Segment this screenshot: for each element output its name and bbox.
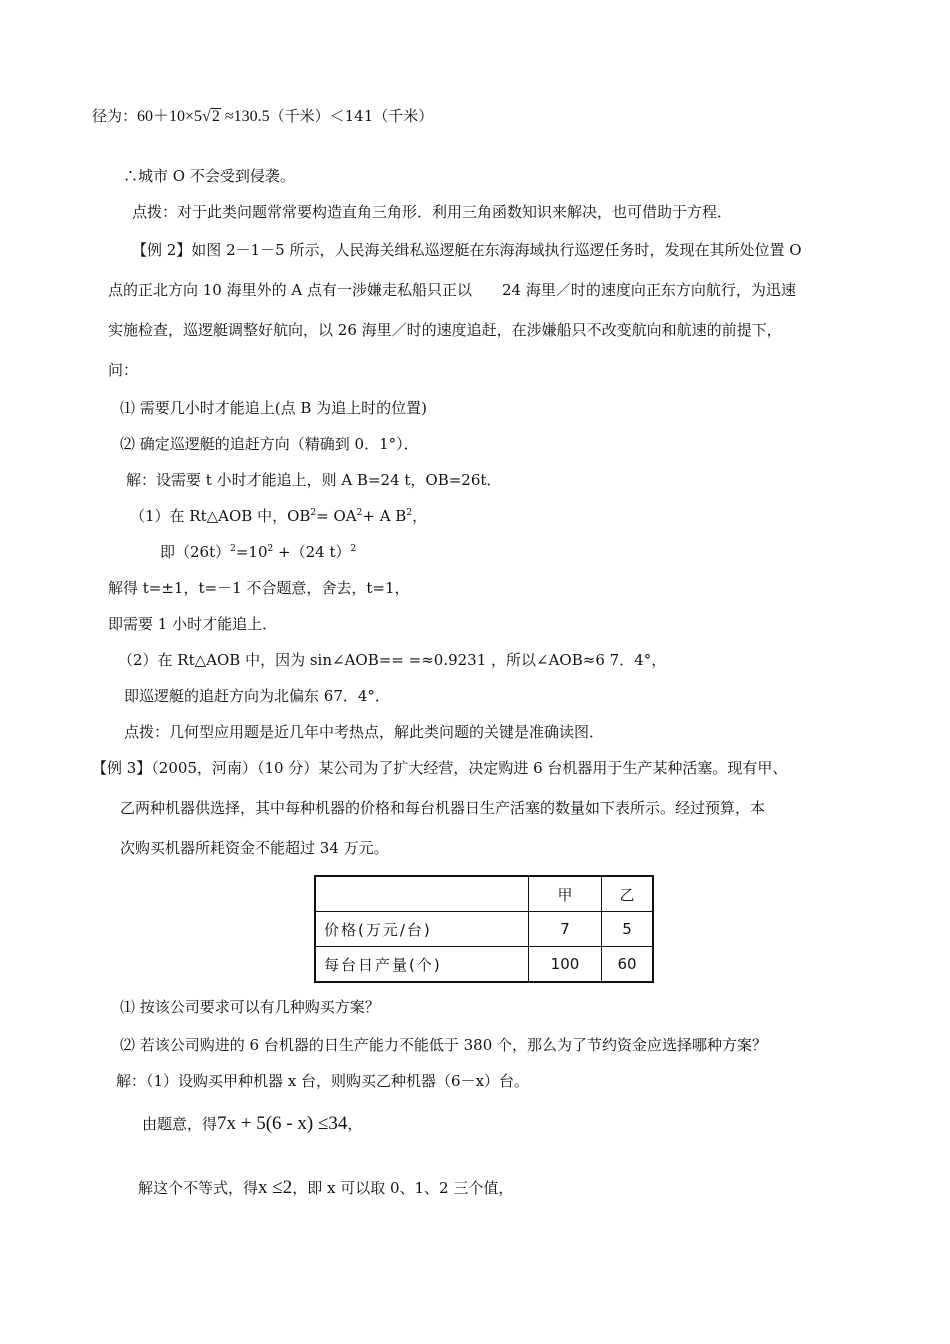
table-cell: 每台日产量(个) — [315, 947, 529, 983]
example-2-para-2: 点的正北方向 10 海里外的 A 点有一涉嫌走私船只正以 24 海里／时的速度向正东方向航行，为迅速 — [108, 281, 796, 299]
distance-suffix: （千米）＜141（千米） — [269, 107, 434, 125]
table-header-cell: 乙 — [602, 876, 654, 912]
conclusion-line: ∴城市 O 不会受到侵袭。 — [123, 167, 295, 185]
distance-expression: 60＋10×5√2 ≈130.5 — [137, 108, 270, 125]
table-header-cell: 甲 — [529, 876, 602, 912]
table-cell: 5 — [602, 912, 654, 947]
example-3-question-2: ⑵ 若该公司购进的 6 台机器的日生产能力不能低于 380 个，那么为了节约资金应选择哪种方案？ — [120, 1036, 768, 1054]
example-2-solution-4: 解得 t=±1，t=－1 不合题意，舍去，t=1， — [108, 579, 410, 597]
table-header-row — [315, 876, 653, 912]
inequality-expression: 7x + 5(6 - x) ≤34 — [217, 1113, 348, 1134]
table-cell: 7 — [529, 912, 602, 947]
example-2-solution-6: （2）在 Rt△AOB 中，因为 sin∠AOB== =≈0.9231 ，所以∠AOB≈6 7．4°， — [118, 651, 667, 669]
example-3-solution-1: 解：（1）设购买甲种机器 x 台，则购买乙种机器（6－x）台。 — [116, 1072, 530, 1090]
example-3-para-3: 次购买机器所耗资金不能超过 34 万元。 — [120, 839, 389, 857]
table-cell: 100 — [529, 947, 602, 983]
example-2-solution-7: 即巡逻艇的追赶方向为北偏东 67．4°． — [124, 687, 390, 705]
table-row — [315, 912, 653, 947]
table-row — [315, 947, 653, 983]
example-3-para-1: 【例 3】（2005，河南）（10 分）某公司为了扩大经营，决定购进 6 台机器用于生产某种活塞。现有甲、 — [92, 759, 788, 777]
inequality-result: x ≤2 — [258, 1177, 293, 1198]
example-2-para-3: 实施检查，巡逻艇调整好航向，以 26 海里／时的速度追赶，在涉嫌船只不改变航向和航速的前提下， — [108, 321, 782, 339]
example-3-para-2: 乙两种机器供选择，其中每种机器的价格和每台机器日生产活塞的数量如下表所示。经过预算，本 — [120, 799, 766, 817]
example-2-para-4: 问： — [108, 361, 139, 379]
table-header-cell — [315, 876, 529, 912]
example-2-question-2: ⑵ 确定巡逻艇的追赶方向（精确到 0．1°）． — [120, 435, 419, 453]
example-2-solution-2: （1）在 Rt△AOB 中，$OB^2= OA^2+ A$ $B^2$， — [130, 507, 428, 525]
example-2-solution-3: 即$(26t)^2=10^2 +(24$ t）$^2$ — [160, 543, 357, 561]
table-cell: 价格(万元/台) — [315, 912, 529, 947]
table-cell: 60 — [602, 947, 654, 983]
distance-prefix: 径为： — [92, 107, 138, 125]
tip-line-1: 点拨：对于此类问题常常要构造直角三角形．利用三角函数知识来解决，也可借助于方程． — [132, 203, 733, 221]
example-2-para-1: 【例 2】如图 2－1－5 所示，人民海关缉私巡逻艇在东海海域执行巡逻任务时，发现在其所处位置 O — [132, 241, 802, 259]
distance-line — [92, 106, 433, 127]
machine-spec-table — [314, 875, 654, 983]
example-2-solution-1: 解：设需要 t 小时才能追上，则 A B=24 t，OB=26t． — [126, 471, 502, 489]
example-2-solution-5: 即需要 1 小时才能追上． — [108, 615, 278, 633]
example-3-solution-3: 解这个不等式，得x ≤2，即 x 可以取 0、1、2 三个值， — [138, 1177, 514, 1198]
example-3-solution-2: 由题意，得7x + 5(6 - x) ≤34， — [142, 1113, 363, 1134]
example-2-tip: 点拨：几何型应用题是近几年中考热点，解此类问题的关键是准确读图． — [124, 723, 605, 741]
example-3-question-1: ⑴ 按该公司要求可以有几种购买方案？ — [120, 998, 380, 1016]
sqrt-symbol: √ — [202, 108, 211, 125]
sqrt-argument: 2 — [211, 108, 220, 125]
example-2-question-1: ⑴ 需要几小时才能追上(点 B 为追上时的位置) — [120, 399, 428, 417]
